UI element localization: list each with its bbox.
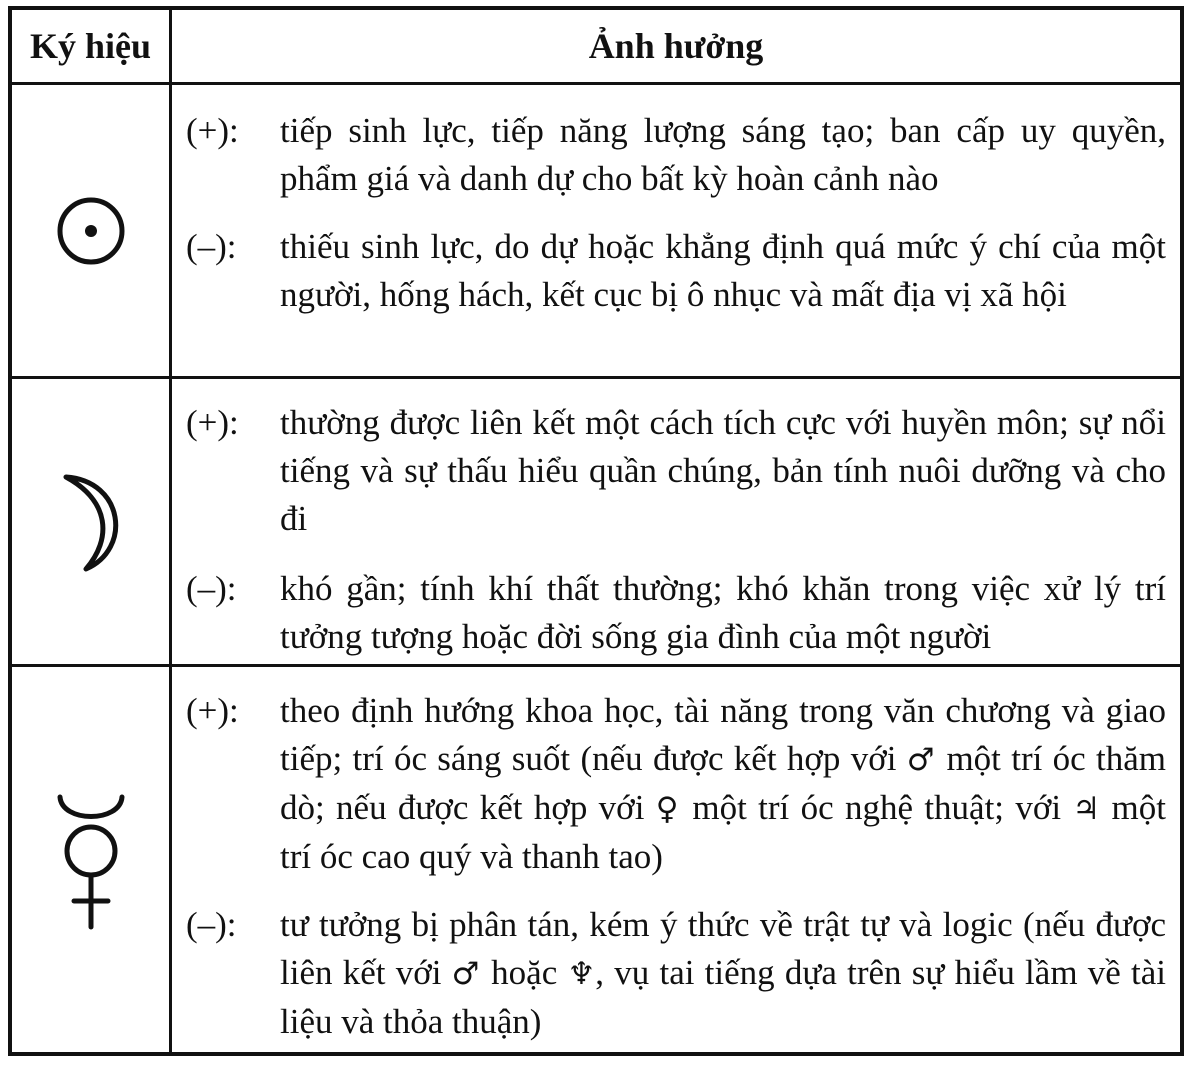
negative-effect [186, 565, 1166, 661]
header-influence: Ảnh hưởng [588, 26, 764, 66]
header-symbol: Ký hiệu [12, 10, 172, 82]
mars-icon: ♂ [906, 742, 937, 778]
symbol-cell [12, 379, 172, 664]
astrology-symbol-table [8, 6, 1184, 1056]
positive-effect [186, 687, 1166, 881]
negative-text: thiếu sinh lực, do dự hoặc khẳng định quá mức ý chí của một người, hống hách, kết cục bị ô nhục và mất địa vị xã hội [280, 227, 1166, 314]
moon-icon [46, 467, 136, 577]
table-row [12, 664, 1180, 1056]
influence-cell [172, 85, 1180, 376]
negative-prefix: (–): [186, 905, 237, 944]
positive-text: thường được liên kết một cách tích cực với huyền môn; sự nổi tiếng và sự thấu hiểu quần chúng, bản tính nuôi dưỡng và cho đi [280, 403, 1166, 538]
positive-text: tiếp sinh lực, tiếp năng lượng sáng tạo; ban cấp uy quyền, phẩm giá và danh dự cho bất kỳ hoàn cảnh nào [280, 111, 1166, 198]
positive-prefix: (+): [186, 111, 239, 150]
venus-icon: ♀ [655, 791, 682, 827]
positive-text: theo định hướng khoa học, tài năng trong văn chương và giao tiếp; trí óc sáng suốt (nếu được kết hợp với ♂ một trí óc thăm dò; nếu được kết hợp với ♀ một trí óc nghệ thuật; với ♃ một trí óc cao quý và thanh tao) [280, 691, 1166, 876]
positive-prefix: (+): [186, 691, 239, 730]
negative-text: khó gần; tính khí thất thường; khó khăn trong việc xử lý trí tưởng tượng hoặc đời sống gia đình của một người [280, 569, 1166, 656]
mercury-icon [46, 787, 136, 937]
negative-prefix: (–): [186, 569, 237, 608]
mars-icon: ♂ [451, 956, 481, 992]
negative-prefix: (–): [186, 227, 237, 266]
table-row [12, 82, 1180, 376]
positive-prefix: (+): [186, 403, 239, 442]
influence-cell [172, 379, 1180, 664]
positive-effect [186, 399, 1166, 543]
jupiter-icon: ♃ [1072, 791, 1101, 827]
negative-text: tư tưởng bị phân tán, kém ý thức về trật tự và logic (nếu được liên kết với ♂ hoặc ♆, vụ tai tiếng dựa trên sự hiểu lầm về tài liệu và thỏa thuận) [280, 905, 1167, 1041]
symbol-cell [12, 667, 172, 1056]
negative-effect [186, 223, 1166, 319]
negative-effect [186, 901, 1166, 1046]
symbol-cell [12, 85, 172, 376]
table-row [12, 376, 1180, 664]
header-row [12, 10, 1180, 82]
positive-effect [186, 107, 1166, 203]
sun-icon [51, 191, 131, 271]
neptune-icon: ♆ [567, 956, 596, 992]
influence-cell [172, 667, 1180, 1056]
